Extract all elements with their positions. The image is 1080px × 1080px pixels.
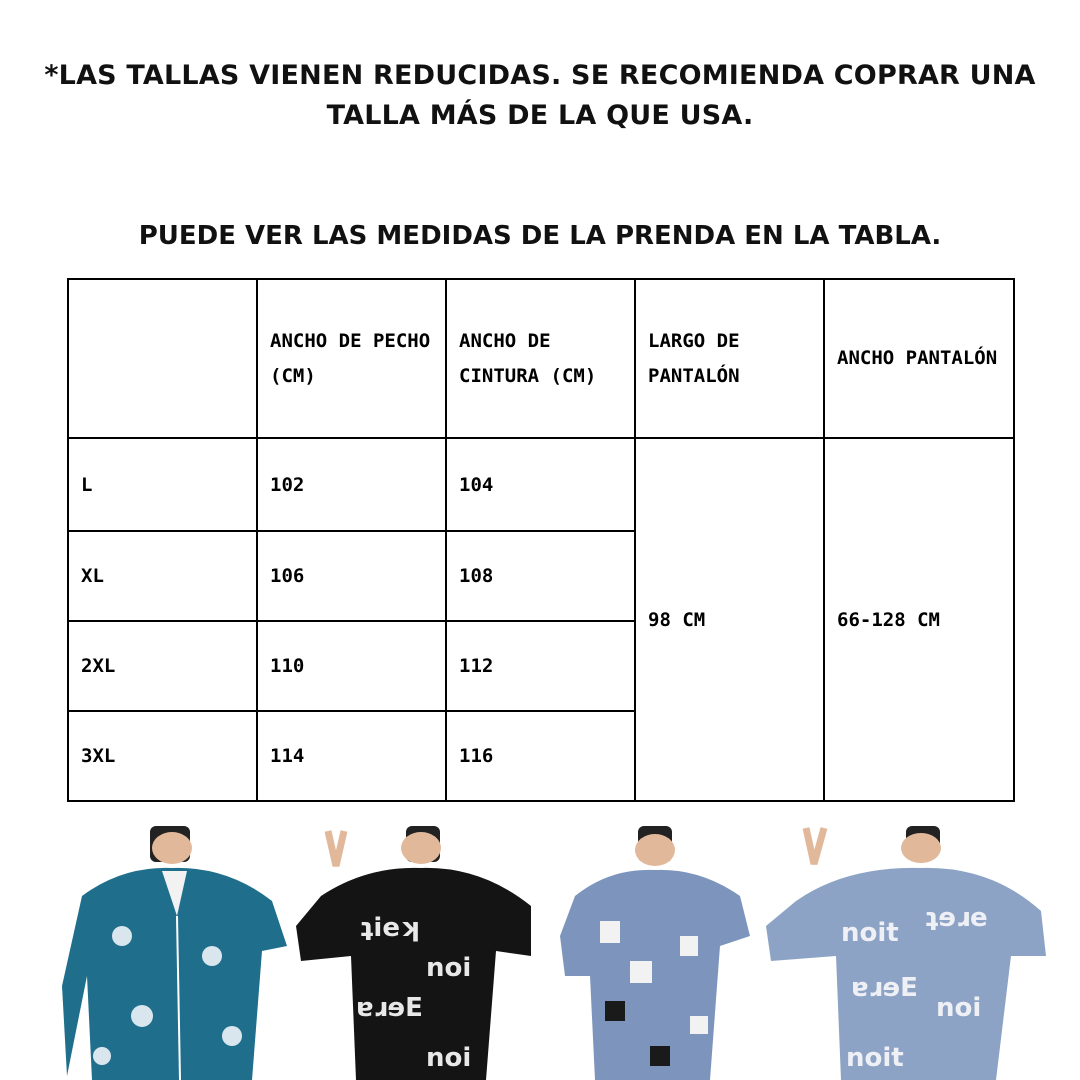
svg-text:noit: noit xyxy=(846,1043,904,1073)
chest-cell: 102 xyxy=(257,438,446,531)
photo-blue-letter-pajama xyxy=(560,826,752,1080)
svg-text:noit: noit xyxy=(841,918,899,948)
table-row xyxy=(68,438,1014,531)
table-intro: PUEDE VER LAS MEDIDAS DE LA PRENDA EN LA TABLA. xyxy=(138,221,942,251)
chest-cell: 114 xyxy=(257,711,446,801)
chest-cell: 110 xyxy=(257,621,446,711)
size-notice-line-1: *LAS TALLAS VIENEN REDUCIDAS. SE RECOMIENDA COPRAR UNA xyxy=(44,60,1036,91)
svg-text:ʇieʞ: ʇieʞ xyxy=(361,913,420,943)
table-header-row xyxy=(68,279,1014,438)
header-waist-width: ANCHO DE CINTURA (CM) xyxy=(446,279,635,438)
size-cell: 3XL xyxy=(68,711,257,801)
photo-teal-bear-pajama xyxy=(62,826,290,1080)
size-notice-line-2: TALLA MÁS DE LA QUE USA. xyxy=(326,100,754,131)
size-chart-table xyxy=(67,278,1015,802)
photo-lightblue-letter-pajama xyxy=(766,826,1048,1080)
pants-length-cell: 98 CM xyxy=(635,438,824,801)
size-notice xyxy=(0,56,1080,136)
size-cell: XL xyxy=(68,531,257,621)
pants-width-cell: 66-128 CM xyxy=(824,438,1014,801)
waist-cell: 108 xyxy=(446,531,635,621)
svg-text:ɐɹɘE: ɐɹɘE xyxy=(356,993,423,1023)
svg-text:ɐɹɘE: ɐɹɘE xyxy=(851,973,918,1003)
size-cell: L xyxy=(68,438,257,531)
waist-cell: 112 xyxy=(446,621,635,711)
photo-black-letter-pajama xyxy=(296,826,534,1080)
header-size xyxy=(68,279,257,438)
product-photos xyxy=(0,826,1080,1080)
header-pants-length: LARGO DE PANTALÓN xyxy=(635,279,824,438)
waist-cell: 104 xyxy=(446,438,635,531)
size-cell: 2XL xyxy=(68,621,257,711)
svg-text:noi: noi xyxy=(426,1043,472,1073)
header-pants-width: ANCHO PANTALÓN xyxy=(824,279,1014,438)
svg-text:noi: noi xyxy=(936,993,982,1023)
chest-cell: 106 xyxy=(257,531,446,621)
waist-cell: 116 xyxy=(446,711,635,801)
svg-text:noi: noi xyxy=(426,953,472,983)
header-chest-width: ANCHO DE PECHO (CM) xyxy=(257,279,446,438)
svg-text:ʇɘɹe: ʇɘɹe xyxy=(926,903,988,933)
